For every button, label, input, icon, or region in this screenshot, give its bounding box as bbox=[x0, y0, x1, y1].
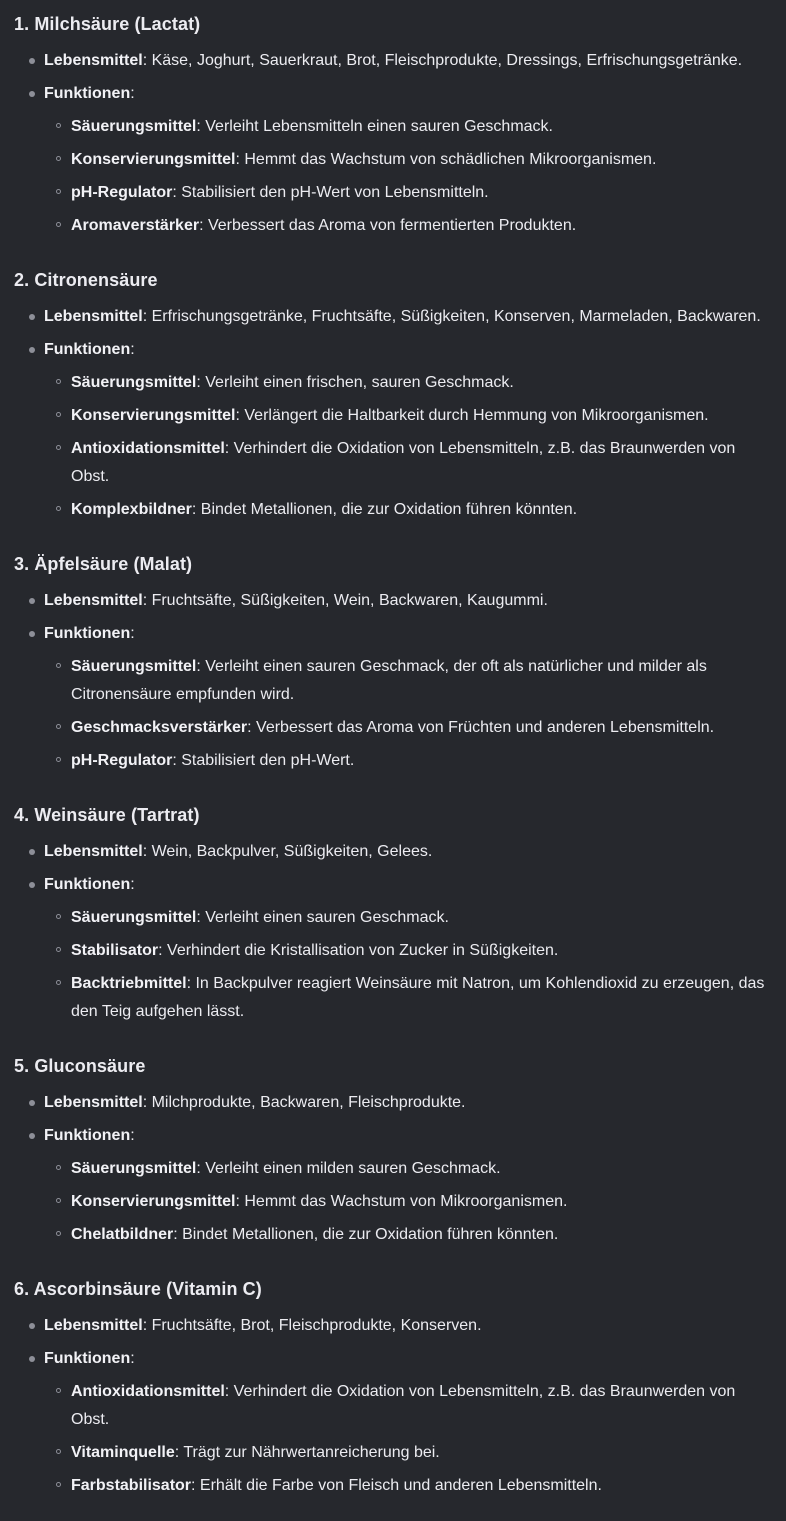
bullet-icon bbox=[29, 1133, 35, 1139]
bullet-icon bbox=[29, 314, 35, 320]
bullet-icon bbox=[56, 156, 61, 161]
item-text: : Stabilisiert den pH-Wert. bbox=[172, 752, 355, 769]
bullet-icon bbox=[56, 663, 61, 668]
sub-bullet-list bbox=[44, 904, 768, 1026]
bullet-icon bbox=[56, 947, 61, 952]
item-label: Antioxidationsmittel bbox=[71, 1383, 225, 1400]
section-heading: 6. Ascorbinsäure (Vitamin C) bbox=[14, 1279, 262, 1299]
bullet-icon bbox=[29, 91, 35, 97]
list-item bbox=[44, 747, 768, 775]
item-text: : Verbessert das Aroma von Früchten und anderen Lebensmitteln. bbox=[247, 719, 715, 736]
list-item bbox=[44, 146, 768, 174]
item-label: Lebensmittel bbox=[44, 308, 143, 325]
item-label: Lebensmittel bbox=[44, 52, 143, 69]
item-text: : Erhält die Farbe von Fleisch und anderen Lebensmitteln. bbox=[191, 1477, 602, 1494]
bullet-icon bbox=[29, 1356, 35, 1362]
item-label: Funktionen bbox=[44, 1127, 131, 1144]
item-text: : Verleiht einen milden sauren Geschmack. bbox=[196, 1160, 501, 1177]
item-label: Komplexbildner bbox=[71, 501, 192, 518]
section-heading: 5. Gluconsäure bbox=[14, 1056, 146, 1076]
item-text: : Hemmt das Wachstum von schädlichen Mikroorganismen. bbox=[235, 151, 657, 168]
bullet-icon bbox=[56, 379, 61, 384]
item-label: Vitaminquelle bbox=[71, 1444, 175, 1461]
bullet-icon bbox=[29, 347, 35, 353]
item-label: Backtriebmittel bbox=[71, 975, 187, 992]
item-label: Funktionen bbox=[44, 876, 131, 893]
list-item bbox=[44, 113, 768, 141]
item-text: : Erfrischungsgetränke, Fruchtsäfte, Süßigkeiten, Konserven, Marmeladen, Backwaren. bbox=[142, 308, 761, 325]
list-item bbox=[14, 587, 768, 615]
item-label: Lebensmittel bbox=[44, 1094, 143, 1111]
item-label: Säuerungsmittel bbox=[71, 1160, 197, 1177]
item-label: Aromaverstärker bbox=[71, 217, 200, 234]
item-label: Antioxidationsmittel bbox=[71, 440, 225, 457]
list-item bbox=[14, 1089, 768, 1117]
list-item bbox=[44, 714, 768, 742]
item-text: : bbox=[130, 625, 135, 642]
bullet-icon bbox=[56, 724, 61, 729]
item-text: : Verlängert die Haltbarkeit durch Hemmung von Mikroorganismen. bbox=[235, 407, 709, 424]
item-text: : Stabilisiert den pH-Wert von Lebensmitteln. bbox=[172, 184, 489, 201]
bullet-icon bbox=[56, 506, 61, 511]
item-label: pH-Regulator bbox=[71, 752, 173, 769]
bullet-icon bbox=[56, 445, 61, 450]
list-item bbox=[44, 402, 768, 430]
list-item bbox=[14, 47, 768, 75]
section-heading: 4. Weinsäure (Tartrat) bbox=[14, 805, 200, 825]
bullet-list bbox=[14, 1089, 768, 1249]
bullet-icon bbox=[56, 1449, 61, 1454]
bullet-list bbox=[14, 303, 768, 524]
item-text: : Verhindert die Oxidation von Lebensmitteln, z.B. das Braunwerden von Obst. bbox=[71, 440, 736, 485]
item-text: : In Backpulver reagiert Weinsäure mit Natron, um Kohlendioxid zu erzeugen, das den Teig aufgehen lässt. bbox=[71, 975, 765, 1020]
sections-container bbox=[14, 12, 768, 1500]
bullet-icon bbox=[56, 914, 61, 919]
item-label: Funktionen bbox=[44, 1350, 131, 1367]
item-label: Konservierungsmittel bbox=[71, 151, 236, 168]
item-text: : Trägt zur Nährwertanreicherung bei. bbox=[174, 1444, 440, 1461]
bullet-icon bbox=[29, 598, 35, 604]
item-label: Säuerungsmittel bbox=[71, 658, 197, 675]
bullet-icon bbox=[56, 1388, 61, 1393]
list-item bbox=[44, 369, 768, 397]
bullet-icon bbox=[56, 1482, 61, 1487]
item-text: : Wein, Backpulver, Süßigkeiten, Gelees. bbox=[142, 843, 433, 860]
item-label: Geschmacksverstärker bbox=[71, 719, 248, 736]
section-heading: 3. Äpfelsäure (Malat) bbox=[14, 554, 193, 574]
sub-bullet-list bbox=[44, 653, 768, 775]
list-item bbox=[14, 303, 768, 331]
list-item bbox=[14, 871, 768, 1026]
list-item bbox=[14, 80, 768, 240]
bullet-icon bbox=[29, 849, 35, 855]
item-label: Funktionen bbox=[44, 341, 131, 358]
bullet-icon bbox=[56, 757, 61, 762]
section-heading: 1. Milchsäure (Lactat) bbox=[14, 14, 201, 34]
bullet-icon bbox=[56, 1165, 61, 1170]
list-item bbox=[44, 1188, 768, 1216]
item-label: Säuerungsmittel bbox=[71, 118, 197, 135]
item-label: Stabilisator bbox=[71, 942, 159, 959]
bullet-icon bbox=[29, 58, 35, 64]
item-label: Farbstabilisator bbox=[71, 1477, 192, 1494]
bullet-list bbox=[14, 838, 768, 1026]
item-label: Funktionen bbox=[44, 85, 131, 102]
bullet-icon bbox=[29, 882, 35, 888]
bullet-icon bbox=[56, 222, 61, 227]
bullet-list bbox=[14, 587, 768, 775]
acid-section bbox=[14, 1054, 768, 1249]
item-text: : Milchprodukte, Backwaren, Fleischprodukte. bbox=[142, 1094, 466, 1111]
acid-section bbox=[14, 552, 768, 775]
item-text: : bbox=[130, 85, 135, 102]
item-text: : Fruchtsäfte, Brot, Fleischprodukte, Konserven. bbox=[142, 1317, 482, 1334]
bullet-list bbox=[14, 47, 768, 240]
item-label: Lebensmittel bbox=[44, 1317, 143, 1334]
sub-bullet-list bbox=[44, 369, 768, 524]
item-label: Säuerungsmittel bbox=[71, 374, 197, 391]
list-item bbox=[44, 904, 768, 932]
list-item bbox=[14, 336, 768, 524]
acid-section bbox=[14, 1277, 768, 1500]
item-text: : Käse, Joghurt, Sauerkraut, Brot, Fleischprodukte, Dressings, Erfrischungsgetränke. bbox=[142, 52, 743, 69]
item-text: : Verleiht einen frischen, sauren Geschmack. bbox=[196, 374, 514, 391]
item-label: Funktionen bbox=[44, 625, 131, 642]
bullet-icon bbox=[29, 1100, 35, 1106]
list-item bbox=[44, 653, 768, 709]
list-item bbox=[44, 1472, 768, 1500]
item-text: : bbox=[130, 341, 135, 358]
item-text: : Verhindert die Oxidation von Lebensmitteln, z.B. das Braunwerden von Obst. bbox=[71, 1383, 736, 1428]
list-item bbox=[14, 1312, 768, 1340]
list-item bbox=[44, 212, 768, 240]
list-item bbox=[44, 1439, 768, 1467]
list-item bbox=[44, 970, 768, 1026]
bullet-icon bbox=[56, 189, 61, 194]
sub-bullet-list bbox=[44, 1378, 768, 1500]
item-text: : bbox=[130, 1350, 135, 1367]
item-label: Säuerungsmittel bbox=[71, 909, 197, 926]
list-item bbox=[44, 496, 768, 524]
list-item bbox=[14, 1345, 768, 1500]
item-text: : bbox=[130, 1127, 135, 1144]
list-item bbox=[14, 838, 768, 866]
list-item bbox=[44, 179, 768, 207]
item-label: pH-Regulator bbox=[71, 184, 173, 201]
item-text: : Bindet Metallionen, die zur Oxidation führen könnten. bbox=[191, 501, 578, 518]
section-heading: 2. Citronensäure bbox=[14, 270, 158, 290]
item-text: : Bindet Metallionen, die zur Oxidation führen könnten. bbox=[173, 1226, 559, 1243]
item-text: : bbox=[130, 876, 135, 893]
list-item bbox=[44, 435, 768, 491]
acid-section bbox=[14, 12, 768, 240]
bullet-icon bbox=[56, 412, 61, 417]
item-text: : Verleiht Lebensmitteln einen sauren Geschmack. bbox=[196, 118, 553, 135]
item-text: : Verleiht einen sauren Geschmack, der oft als natürlicher und milder als Citronensäure empfunden wird. bbox=[71, 658, 707, 703]
item-text: : Hemmt das Wachstum von Mikroorganismen. bbox=[235, 1193, 568, 1210]
list-item bbox=[44, 1378, 768, 1434]
bullet-icon bbox=[29, 631, 35, 637]
item-label: Konservierungsmittel bbox=[71, 407, 236, 424]
list-item bbox=[44, 1155, 768, 1183]
bullet-list bbox=[14, 1312, 768, 1500]
bullet-icon bbox=[56, 1231, 61, 1236]
sub-bullet-list bbox=[44, 113, 768, 240]
acid-section bbox=[14, 268, 768, 524]
list-item bbox=[44, 1221, 768, 1249]
bullet-icon bbox=[29, 1323, 35, 1329]
acid-section bbox=[14, 803, 768, 1026]
item-text: : Fruchtsäfte, Süßigkeiten, Wein, Backwaren, Kaugummi. bbox=[142, 592, 548, 609]
list-item bbox=[14, 620, 768, 775]
item-label: Chelatbildner bbox=[71, 1226, 174, 1243]
list-item bbox=[14, 1122, 768, 1249]
item-label: Lebensmittel bbox=[44, 592, 143, 609]
bullet-icon bbox=[56, 1198, 61, 1203]
item-label: Lebensmittel bbox=[44, 843, 143, 860]
bullet-icon bbox=[56, 123, 61, 128]
sub-bullet-list bbox=[44, 1155, 768, 1249]
bullet-icon bbox=[56, 980, 61, 985]
item-text: : Verbessert das Aroma von fermentierten Produkten. bbox=[199, 217, 577, 234]
item-text: : Verhindert die Kristallisation von Zucker in Süßigkeiten. bbox=[158, 942, 559, 959]
item-label: Konservierungsmittel bbox=[71, 1193, 236, 1210]
list-item bbox=[44, 937, 768, 965]
item-text: : Verleiht einen sauren Geschmack. bbox=[196, 909, 449, 926]
